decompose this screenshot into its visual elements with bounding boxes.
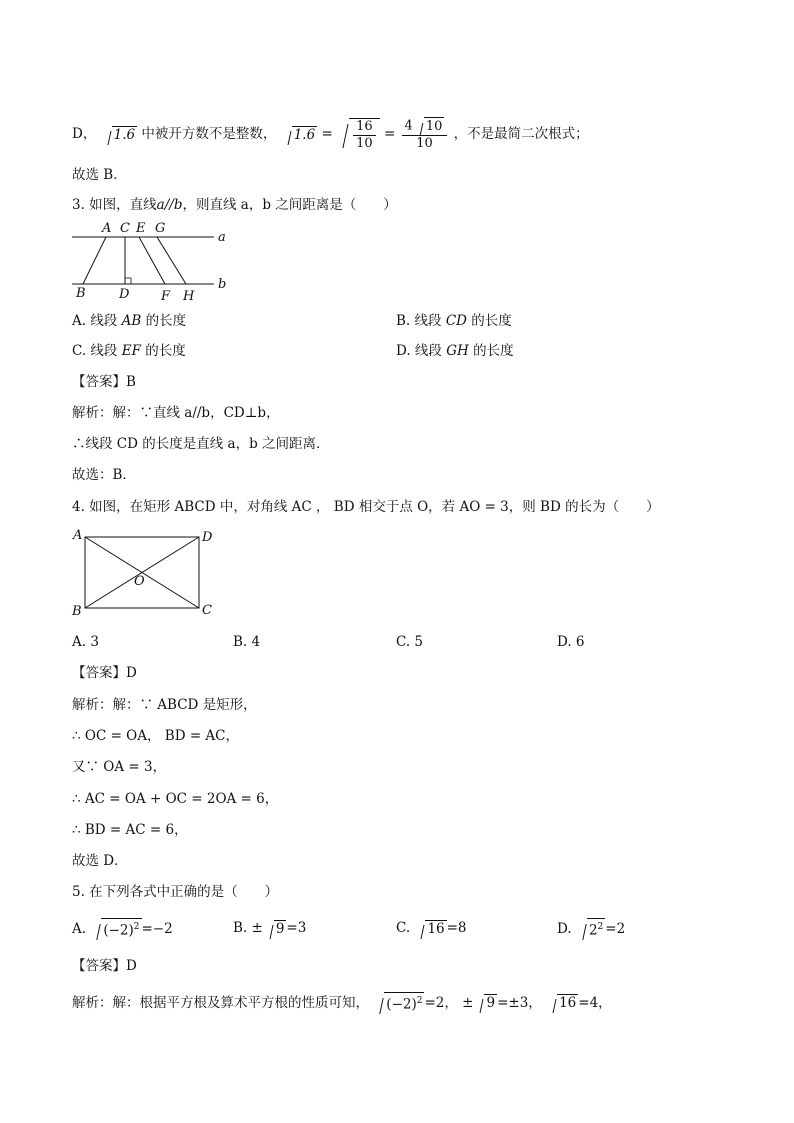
rectangle-figure bbox=[66, 526, 226, 620]
q3-option-b: B. 线段 CD 的长度 bbox=[396, 313, 512, 329]
label-a: A bbox=[73, 528, 83, 543]
q3-answer: 【答案】B bbox=[72, 374, 136, 390]
q4-solution-line-5: ∴ BD = AC = 6， bbox=[72, 822, 188, 838]
sqrt-expression: 1.6 bbox=[281, 125, 317, 145]
q5-option-c: C. 16 =8 bbox=[396, 920, 467, 937]
q4-option-d: D. 6 bbox=[557, 634, 585, 650]
label-h: H bbox=[183, 289, 195, 304]
label-line-b: b bbox=[218, 277, 227, 292]
conclusion-text: 故选 B． bbox=[72, 167, 127, 183]
label-b: B bbox=[72, 604, 82, 619]
question-5-stem: 5. 在下列各式中正确的是（ ） bbox=[72, 884, 279, 900]
q4-option-a: A. 3 bbox=[72, 634, 99, 650]
q3-solution-line-3: 故选：B． bbox=[72, 467, 136, 483]
q5-option-b: B. ± 9 =3 bbox=[233, 920, 307, 937]
label-a: A bbox=[102, 221, 112, 236]
question-4-stem: 4. 如图，在矩形 ABCD 中，对角线 AC ， BD 相交于点 O，若 AO = 3，则 BD 的长为（ ） bbox=[72, 499, 660, 515]
label-f: F bbox=[161, 289, 171, 304]
label-c: C bbox=[120, 221, 130, 236]
label-c: C bbox=[202, 603, 212, 618]
right-angle-marker bbox=[125, 278, 131, 284]
option-d-label: D， bbox=[72, 126, 97, 142]
q3-solution-line-2: ∴线段 CD 的长度是直线 a，b 之间距离． bbox=[72, 436, 330, 452]
sqrt-fraction: $\frac{16}{10}$ bbox=[337, 118, 380, 152]
label-d: D bbox=[202, 530, 213, 545]
label-g: G bbox=[155, 221, 166, 236]
label-e: E bbox=[136, 221, 146, 236]
label-o: O bbox=[134, 574, 145, 589]
label-b: B bbox=[76, 286, 86, 301]
fraction: $\frac{4 10}{10}$ bbox=[402, 117, 448, 152]
q4-solution-line-2: ∴ OC = OA， BD = AC， bbox=[72, 728, 239, 744]
q4-option-c: C. 5 bbox=[396, 634, 424, 650]
label-line-a: a bbox=[218, 230, 226, 245]
q5-option-a: A. $(-2)^2 =-2$ bbox=[72, 918, 173, 941]
equals-sign: = bbox=[383, 126, 396, 142]
q5-answer: 【答案】D bbox=[72, 958, 137, 974]
q4-solution-line-1: 解析：解：∵ ABCD 是矩形， bbox=[72, 697, 257, 713]
q3-option-c: C. 线段 EF 的长度 bbox=[72, 343, 186, 359]
q3-option-d: D. 线段 GH 的长度 bbox=[396, 343, 514, 359]
q3-option-a: A. 线段 AB 的长度 bbox=[72, 313, 187, 329]
equals-sign: = bbox=[321, 126, 333, 142]
q4-solution-line-3: 又∵ OA = 3， bbox=[72, 759, 167, 775]
q5-option-d: D. $2^2 =2$ bbox=[557, 918, 625, 941]
q4-answer: 【答案】D bbox=[72, 665, 137, 681]
q3-solution-line-1: 解析：解：∵直线 a//b，CD⊥b， bbox=[72, 405, 280, 421]
explanation-text: 中被开方数不是整数， bbox=[141, 126, 277, 142]
q4-solution-line-6: 故选 D． bbox=[72, 853, 128, 869]
label-d: D bbox=[119, 287, 130, 302]
sqrt-expression: 1.6 bbox=[101, 125, 137, 145]
q4-solution-line-4: ∴ AC = OA + OC = 2OA = 6， bbox=[72, 791, 279, 807]
question-3-stem: 3. 如图，直线a//b，则直线 a，b 之间距离是（ ） bbox=[72, 197, 397, 213]
q4-option-b: B. 4 bbox=[233, 634, 261, 650]
explanation-text: ，不是最简二次根式； bbox=[453, 126, 589, 142]
q5-solution: 解析：解：根据平方根及算术平方根的性质可知， $(-2)^2 =2$， ± 9 =±3， 16 =4， bbox=[72, 992, 612, 1015]
parallel-lines-figure bbox=[66, 220, 246, 305]
segment-ab bbox=[83, 237, 106, 284]
option-d-explanation bbox=[72, 117, 589, 152]
